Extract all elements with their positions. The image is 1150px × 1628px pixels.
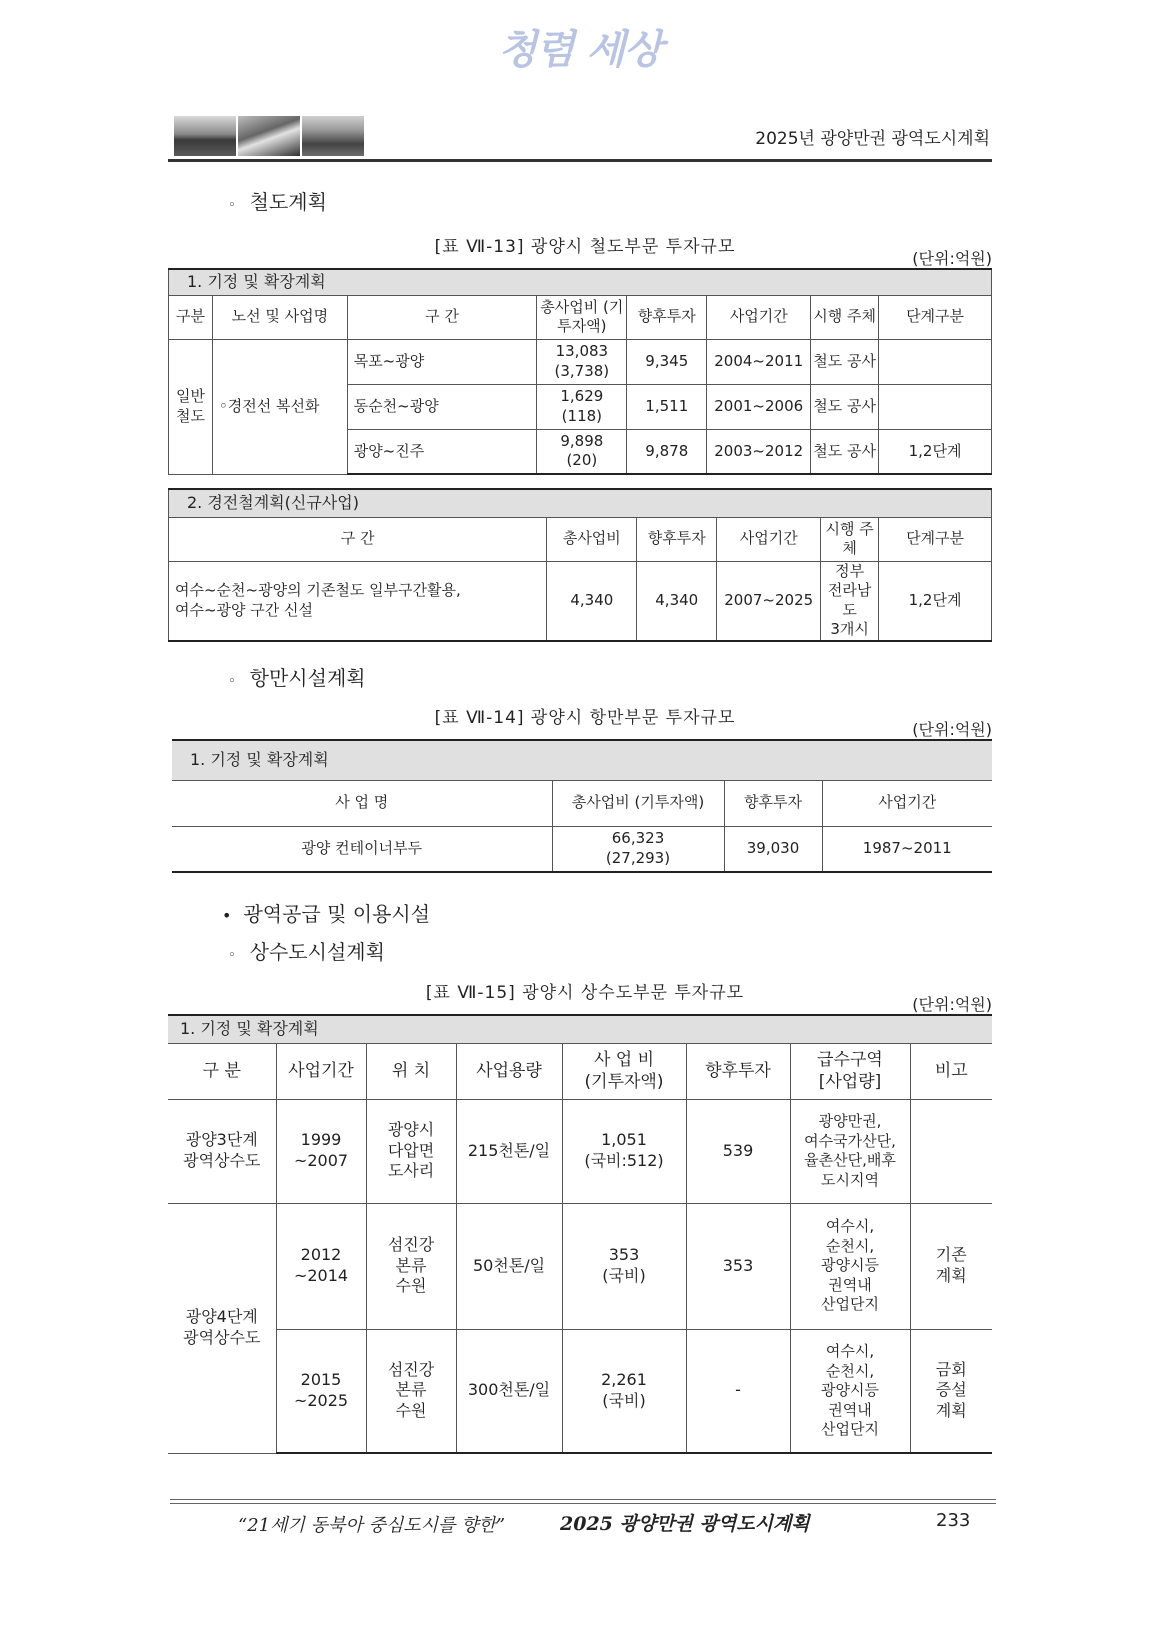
column-header: 향후투자	[686, 1043, 790, 1099]
note-line: 금회	[935, 1359, 967, 1379]
column-header: 총사업비 (기투자액)	[537, 295, 627, 339]
note-cell	[910, 1329, 992, 1453]
column-header	[790, 1043, 910, 1099]
logo: 청렴 세상	[498, 26, 662, 73]
table-row	[168, 1329, 992, 1453]
cost-line: (국비)	[602, 1266, 646, 1285]
invested-value: (27,293)	[605, 848, 671, 867]
section-line: 여수~순천~광양의 기존철도 일부구간활용,	[175, 581, 461, 599]
category-cell	[168, 1099, 276, 1203]
table14-part1-title: 1. 기정 및 확장계획	[172, 740, 992, 780]
invested-value: (3,738)	[554, 361, 610, 380]
zone-line: 여수시,	[825, 1217, 875, 1236]
cost-cell	[562, 1203, 686, 1329]
cost-line: 353	[608, 1245, 640, 1265]
location-line: 본류	[395, 1380, 427, 1400]
location-cell	[366, 1099, 456, 1203]
future-cell: -	[686, 1329, 790, 1453]
location-line: 광양시	[387, 1119, 435, 1139]
project-cell: ◦경전선 복선화	[212, 339, 347, 474]
footer-title: 2025 광양만권 광역도시계획	[560, 1513, 810, 1535]
zone-line: 여수국가산단,	[804, 1131, 896, 1150]
header-photo-3	[302, 116, 364, 156]
agency-line: 3개시	[830, 620, 869, 638]
location-cell	[366, 1329, 456, 1453]
cost-cell	[562, 1329, 686, 1453]
location-line: 다압면	[387, 1140, 435, 1160]
total-value: 1,629	[560, 387, 604, 405]
zone-line: 광양시등	[821, 1381, 879, 1399]
future-cell: 39,030	[724, 826, 822, 872]
location-line: 섬진강	[387, 1234, 435, 1254]
zone-cell	[790, 1203, 910, 1329]
capacity-cell: 215천톤/일	[456, 1099, 562, 1203]
zone-line: 율촌산단,배후	[804, 1151, 896, 1169]
column-header: 단계구분	[879, 295, 992, 339]
cost-line: (국비)	[602, 1390, 646, 1410]
column-header: 향후투자	[724, 780, 822, 826]
zone-line: 광양만권,	[818, 1112, 882, 1130]
cost-line: 2,261	[601, 1369, 647, 1389]
period-line: ~2025	[293, 1390, 349, 1410]
section-railway-label: 철도계획	[249, 190, 327, 214]
phase-cell	[879, 384, 992, 429]
cost-line: 1,051	[601, 1130, 647, 1150]
column-header: 시행 주체	[811, 295, 879, 339]
category-line: 광역상수도	[183, 1328, 261, 1347]
column-header: 사업기간	[822, 780, 992, 826]
table14-unit: (단위:억원)	[912, 720, 992, 739]
note-line: 계획	[935, 1266, 967, 1285]
period-cell: 2007~2025	[717, 561, 821, 641]
period-line: 2012	[300, 1245, 342, 1265]
cost-cell	[562, 1099, 686, 1203]
period-cell: 2004~2011	[707, 339, 811, 384]
zone-line: 광양시등	[821, 1256, 879, 1275]
table14	[172, 739, 992, 873]
header-title: 2025년 광양만권 광역도시계획	[755, 129, 990, 149]
column-header: 향후투자	[637, 517, 717, 561]
category-line: 광양3단계	[185, 1130, 258, 1150]
column-header: 사업용량	[456, 1043, 562, 1099]
header-photo-1	[174, 116, 236, 156]
location-line: 수원	[395, 1276, 427, 1296]
header-line: (기투자액)	[584, 1072, 664, 1092]
table-row	[169, 561, 992, 641]
table13-caption: [표 Ⅶ-13] 광양시 철도부문 투자규모	[434, 237, 736, 257]
section-water-label: 상수도시설계획	[249, 940, 385, 964]
column-header: 향후투자	[627, 295, 707, 339]
table-row	[172, 826, 992, 872]
column-header: 사 업 명	[172, 780, 552, 826]
table15-part1-title: 1. 기정 및 확장계획	[168, 1015, 992, 1043]
category-line: 광양4단계	[185, 1307, 258, 1327]
agency-cell: 철도 공사	[811, 384, 879, 429]
section-cell: 광양~진주	[347, 429, 537, 474]
future-cell: 9,345	[627, 339, 707, 384]
total-value: 66,323	[611, 829, 665, 848]
table15-unit: (단위:억원)	[912, 995, 992, 1014]
footer-rule	[170, 1499, 996, 1500]
note-line: 증설	[935, 1380, 967, 1400]
total-value: 9,898	[560, 431, 604, 450]
header-rule	[168, 159, 992, 162]
total-cost-cell	[537, 339, 627, 384]
section-supply-label: 광역공급 및 이용시설	[243, 902, 431, 926]
agency-line: 전라남도	[827, 581, 872, 619]
note-line: 기존	[935, 1245, 967, 1265]
phase-cell: 1,2단계	[879, 429, 992, 474]
column-header: 시행 주체	[821, 517, 879, 561]
period-line: ~2014	[293, 1266, 349, 1285]
total-cost-cell: 4,340	[547, 561, 637, 641]
zone-line: 권역내	[828, 1400, 872, 1419]
capacity-cell: 50천톤/일	[456, 1203, 562, 1329]
category-cell	[168, 1203, 276, 1453]
location-line: 수원	[395, 1401, 427, 1421]
zone-line: 여수시,	[825, 1342, 875, 1360]
column-header: 사업기간	[717, 517, 821, 561]
section-cell: 동순천~광양	[347, 384, 537, 429]
column-header: 총사업비	[547, 517, 637, 561]
column-header	[562, 1043, 686, 1099]
header-line: 급수구역	[817, 1049, 883, 1070]
future-cell: 539	[686, 1099, 790, 1203]
period-cell: 2003~2012	[707, 429, 811, 474]
location-cell	[366, 1203, 456, 1329]
header-thumbnails	[174, 116, 364, 156]
future-cell: 4,340	[637, 561, 717, 641]
period-line: 2015	[300, 1369, 342, 1389]
column-header: 노선 및 사업명	[212, 295, 347, 339]
zone-line: 산업단지	[821, 1295, 879, 1314]
table-row	[169, 339, 992, 384]
column-header: 단계구분	[879, 517, 992, 561]
section-port-label: 항만시설계획	[249, 666, 366, 690]
category-line: 광역상수도	[183, 1151, 261, 1170]
period-cell: 1987~2011	[822, 826, 992, 872]
zone-line: 순천시,	[825, 1361, 875, 1380]
table13-part2-title: 2. 경전철계획(신규사업)	[169, 489, 992, 517]
zone-line: 순천시,	[825, 1236, 875, 1255]
phase-cell	[879, 339, 992, 384]
circle-bullet-icon: ◦	[228, 198, 236, 213]
phase-cell: 1,2단계	[879, 561, 992, 641]
period-cell: 2001~2006	[707, 384, 811, 429]
column-header: 비고	[910, 1043, 992, 1099]
note-cell	[910, 1203, 992, 1329]
column-header: 총사업비 (기투자액)	[552, 780, 724, 826]
agency-cell: 철도 공사	[811, 429, 879, 474]
table14-caption: [표 Ⅶ-14] 광양시 항만부문 투자규모	[434, 708, 736, 728]
column-header: 위 치	[366, 1043, 456, 1099]
zone-line: 도시지역	[821, 1170, 879, 1189]
future-cell: 1,511	[627, 384, 707, 429]
page-number: 233	[936, 1510, 971, 1531]
column-header: 구 분	[168, 1043, 276, 1099]
zone-cell	[790, 1099, 910, 1203]
circle-bullet-icon: ◦	[228, 674, 236, 689]
invested-value: (118)	[561, 406, 603, 425]
circle-bullet-icon: ◦	[228, 948, 236, 963]
column-header: 구분	[169, 295, 213, 339]
table15-caption: [표 Ⅶ-15] 광양시 상수도부문 투자규모	[425, 983, 745, 1003]
location-line: 도사리	[387, 1161, 435, 1181]
total-cost-cell	[537, 384, 627, 429]
section-port	[228, 662, 366, 691]
section-cell	[169, 561, 547, 641]
table13-part1-title: 1. 기정 및 확장계획	[169, 269, 992, 295]
section-railway	[228, 186, 327, 215]
column-header: 구 간	[169, 517, 547, 561]
header-photo-2	[238, 116, 300, 156]
project-name-cell: 광양 컨테이너부두	[172, 826, 552, 872]
zone-cell	[790, 1329, 910, 1453]
location-line: 섬진강	[387, 1359, 435, 1379]
category-cell: 일반 철도	[169, 339, 213, 474]
period-line: ~2007	[293, 1151, 349, 1170]
agency-cell: 철도 공사	[811, 339, 879, 384]
table-row	[168, 1099, 992, 1203]
footer-rule	[170, 1503, 996, 1504]
section-cell: 목포~광양	[347, 339, 537, 384]
period-cell	[276, 1099, 366, 1203]
footer-slogan: “21세기 동북아 중심도시를 향한”	[238, 1515, 506, 1536]
period-cell	[276, 1203, 366, 1329]
note-cell	[910, 1099, 992, 1203]
table13-part1	[168, 268, 992, 475]
period-cell	[276, 1329, 366, 1453]
column-header: 사업기간	[707, 295, 811, 339]
location-line: 본류	[395, 1255, 427, 1275]
future-cell: 9,878	[627, 429, 707, 474]
filled-bullet-icon: •	[222, 906, 232, 925]
section-supply	[222, 898, 430, 927]
zone-line: 산업단지	[821, 1420, 879, 1438]
note-line: 계획	[935, 1401, 967, 1421]
table-row	[168, 1203, 992, 1329]
table13-part2	[168, 488, 992, 642]
total-cost-cell	[552, 826, 724, 872]
period-line: 1999	[300, 1130, 342, 1150]
section-water	[228, 936, 385, 965]
total-cost-cell	[537, 429, 627, 474]
header-line: [사업량]	[818, 1072, 882, 1092]
table15	[168, 1014, 992, 1454]
table13-unit: (단위:억원)	[912, 249, 992, 268]
future-cell: 353	[686, 1203, 790, 1329]
agency-cell	[821, 561, 879, 641]
invested-value: (20)	[566, 451, 598, 470]
cost-line: (국비:512)	[584, 1151, 664, 1170]
total-value: 13,083	[555, 342, 609, 360]
header-line: 사 업 비	[593, 1049, 655, 1070]
section-line: 여수~광양 구간 신설	[175, 600, 314, 619]
agency-line: 정부	[835, 561, 865, 580]
capacity-cell: 300천톤/일	[456, 1329, 562, 1453]
column-header: 사업기간	[276, 1043, 366, 1099]
zone-line: 권역내	[828, 1275, 872, 1294]
column-header: 구 간	[347, 295, 537, 339]
